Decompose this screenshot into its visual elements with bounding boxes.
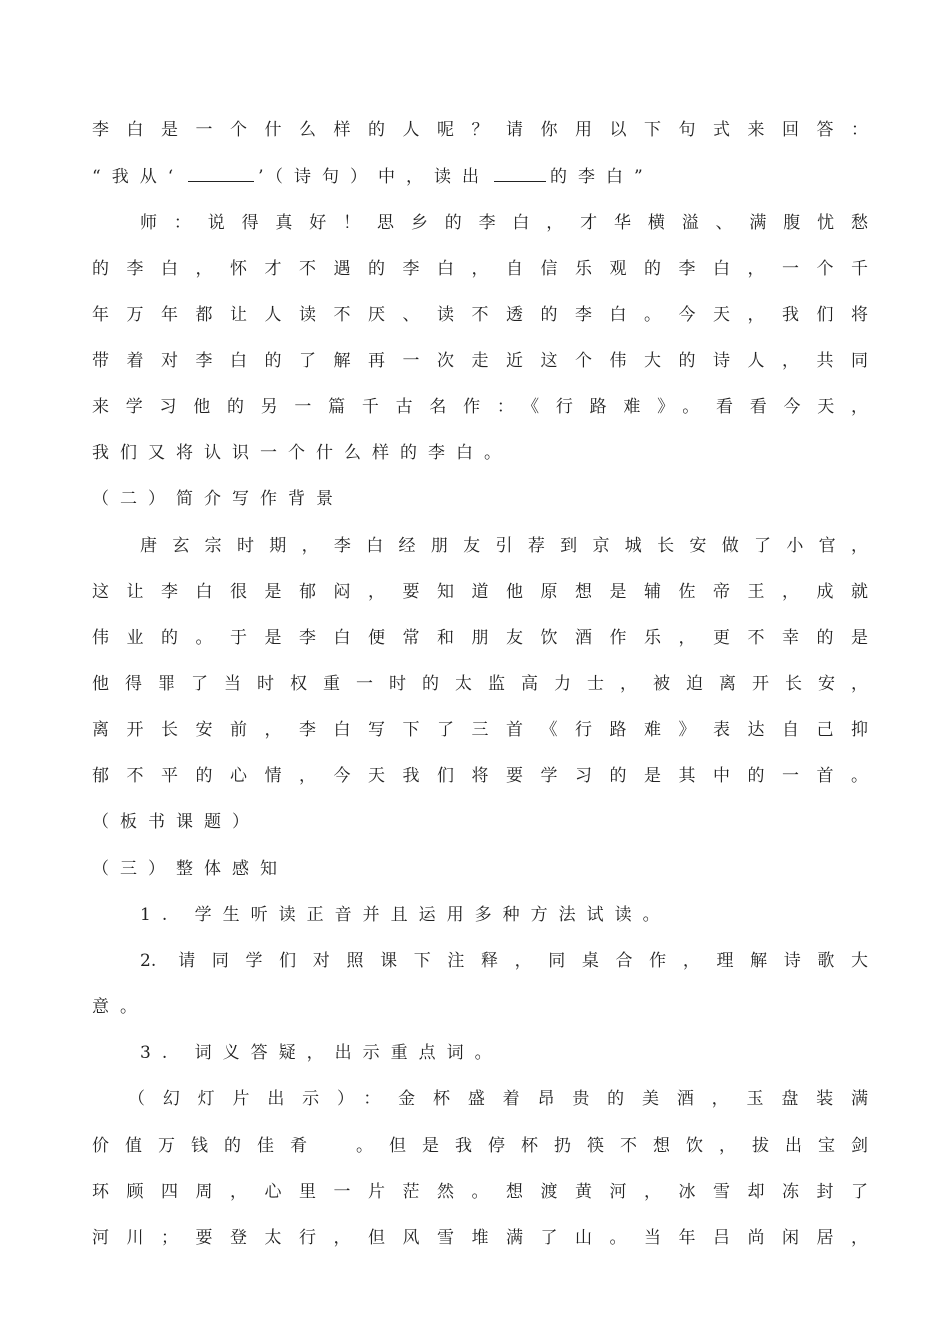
text-fragment: “我从‘	[92, 167, 185, 187]
text-fragment: 的李白”	[550, 167, 654, 187]
text-line: 郁不平的心情，今天我们将要学习的是其中的一首。	[92, 766, 868, 786]
section-heading: （二）简介写作背景	[92, 489, 344, 509]
list-item: 2. 请同学们对照课下注释，同桌合作，理解诗歌大	[140, 951, 868, 971]
text-line: （板书课题）	[92, 812, 260, 832]
text-line: 师：说得真好！思乡的李白，才华横溢、满腹忧愁	[140, 213, 868, 233]
text-line: 他得罪了当时权重一时的太监高力士，被迫离开长安，	[92, 674, 868, 694]
text-line: 年万年都让人读不厌、读不透的李白。今天，我们将	[92, 305, 868, 325]
text-line: 河川；要登太行，但风雪堆满了山。当年吕尚闲居，	[92, 1228, 868, 1248]
text-fragment: ’（诗句）中，读出	[258, 167, 491, 187]
text-line: 这让李白很是郁闷，要知道他原想是辅佐帝王，成就	[92, 582, 868, 602]
text-line: 来学习他的另一篇千古名作：《行路难》。看看今天，	[92, 397, 868, 417]
fill-blank	[188, 166, 254, 182]
text-line	[92, 165, 868, 189]
fill-blank	[494, 166, 546, 182]
list-item: 1. 学生听读正音并且运用多种方法试读。	[140, 905, 671, 925]
text-line: 的李白，怀才不遇的李白，自信乐观的李白，一个千	[92, 259, 868, 279]
section-heading: （三）整体感知	[92, 859, 288, 879]
text-line: 伟业的。于是李白便常和朋友饮酒作乐，更不幸的是	[92, 628, 868, 648]
text-line: 价值万钱的佳肴 。但是我停杯扔筷不想饮，拔出宝剑	[92, 1136, 868, 1156]
text-line: 唐玄宗时期，李白经朋友引荐到京城长安做了小官，	[140, 536, 868, 556]
text-line: 意。	[92, 997, 148, 1017]
text-line: 李白是一个什么样的人呢？请你用以下句式来回答：	[92, 120, 868, 140]
list-item: 3. 词义答疑，出示重点词。	[140, 1043, 503, 1063]
text-line: 离开长安前，李白写下了三首《行路难》表达自己抑	[92, 720, 868, 740]
text-line: 我们又将认识一个什么样的李白。	[92, 443, 512, 463]
text-line: （幻灯片出示）：金杯盛着昂贵的美酒，玉盘装满	[128, 1089, 868, 1109]
text-line: 环顾四周，心里一片茫然。想渡黄河，冰雪却冻封了	[92, 1182, 868, 1202]
text-line: 带着对李白的了解再一次走近这个伟大的诗人，共同	[92, 351, 868, 371]
